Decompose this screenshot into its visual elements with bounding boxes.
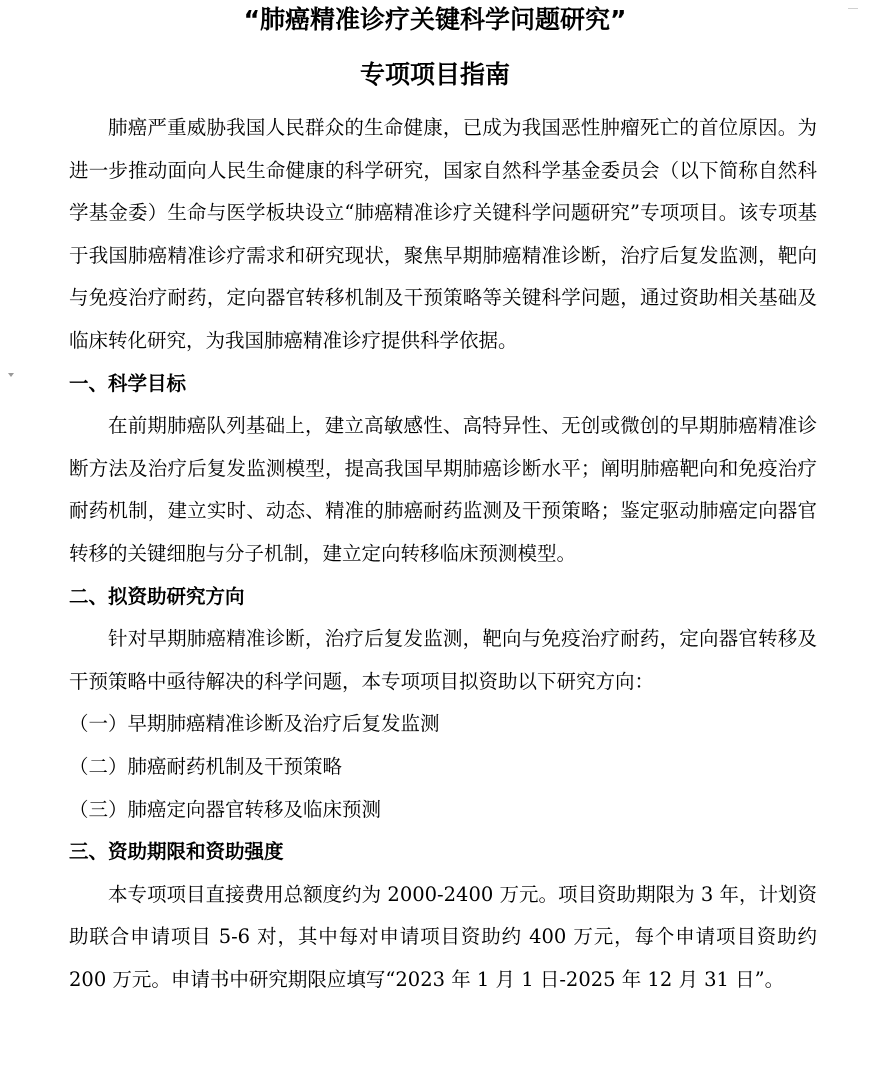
direction-item-3: （三）肺癌定向器官转移及临床预测	[69, 797, 382, 821]
section-heading-directions: 二、拟资助研究方向	[69, 584, 245, 608]
document-body	[69, 107, 817, 1001]
directions-paragraph: 针对早期肺癌精准诊断，治疗后复发监测，靶向与免疫治疗耐药，定向器官转移及干预策略中亟待解决的科学问题，本专项项目拟资助以下研究方向：	[69, 627, 817, 693]
direction-item-1: （一）早期肺癌精准诊断及治疗后复发监测	[69, 712, 440, 736]
section-heading-goals: 一、科学目标	[69, 371, 187, 395]
goals-paragraph: 在前期肺癌队列基础上，建立高敏感性、高特异性、无创或微创的早期肺癌精准诊断方法及治疗后复发监测模型，提高我国早期肺癌诊断水平；阐明肺癌靶向和免疫治疗耐药机制，建立实时、动态、精准的肺癌耐药监测及干预策略；鉴定驱动肺癌定向器官转移的关键细胞与分子机制，建立定向转移临床预测模型。	[69, 414, 817, 565]
section-heading-funding: 三、资助期限和资助强度	[69, 840, 284, 864]
intro-paragraph: 肺癌严重威胁我国人民群众的生命健康，已成为我国恶性肿瘤死亡的首位原因。为进一步推动面向人民生命健康的科学研究，国家自然科学基金委员会（以下简称自然科学基金委）生命与医学板块设立“肺癌精准诊疗关键科学问题研究”专项项目。该专项基于我国肺癌精准诊疗需求和研究现状，聚焦早期肺癌精准诊断，治疗后复发监测，靶向与免疫治疗耐药，定向器官转移机制及干预策略等关键科学问题，通过资助相关基础及临床转化研究，为我国肺癌精准诊疗提供科学依据。	[69, 116, 817, 352]
document-title: “肺癌精准诊疗关键科学问题研究”	[243, 5, 627, 34]
margin-arrow-icon	[8, 373, 14, 377]
direction-item-2: （二）肺癌耐药机制及干预策略	[69, 754, 343, 778]
funding-paragraph: 本专项项目直接费用总额度约为 2000-2400 万元。项目资助期限为 3 年，计划资助联合申请项目 5-6 对，其中每对申请项目资助约 400 万元，每个申请项目资助约 200 万元。申请书中研究期限应填写“2023 年 1 月 1 日-2025 年 12 月 31 日”。	[69, 882, 817, 991]
document-subtitle: 专项项目指南	[359, 60, 510, 89]
